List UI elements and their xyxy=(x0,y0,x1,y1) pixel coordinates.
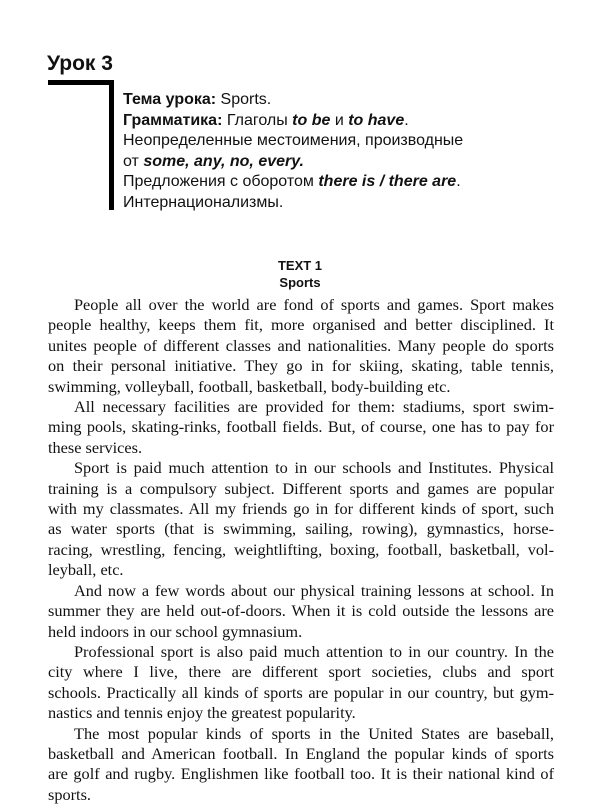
text-line: unites people of different classes and nationalities. Many people do sports xyxy=(48,335,554,355)
text-line: sports. xyxy=(48,784,91,804)
paragraph xyxy=(48,581,554,642)
text-line: training is a compulsory subject. Different sports and games are popular xyxy=(48,478,554,498)
text-line: People all over the world are fond of sports and games. Sport makes xyxy=(74,295,554,314)
topic-text: to be xyxy=(292,111,331,129)
text-line: as water sports (that is swimming, sailing, rowing), gymnastics, horse- xyxy=(48,519,554,539)
text-line: these services. xyxy=(48,437,143,457)
topic-text: Тема урока: xyxy=(123,91,221,108)
topic-text: Глаголы xyxy=(226,111,293,129)
text-line: city where I live, there are different sport societies, clubs and sport xyxy=(48,662,554,682)
text-line: held indoors in our school gymnasium. xyxy=(48,621,303,641)
topic-line xyxy=(123,90,463,111)
text-line: people healthy, keeps them fit, more organised and better disciplined. It xyxy=(48,315,554,335)
text-line: swimming, volleyball, football, basketball, body-building etc. xyxy=(48,376,451,396)
text-line: schools. Practically all kinds of sports are popular in our country, but gym- xyxy=(48,682,554,702)
text-line: Sport is paid much attention to in our schools and Institutes. Physical xyxy=(74,458,554,478)
text-line: The most popular kinds of sports in the United States are baseball, xyxy=(74,723,554,743)
topic-text: . xyxy=(456,173,461,190)
paragraph xyxy=(48,458,554,580)
paragraph xyxy=(48,642,554,724)
text-title: Sports xyxy=(279,275,321,290)
topic-text: Sports. xyxy=(220,91,272,108)
text-label: TEXT 1 xyxy=(277,258,323,273)
text-line: ming pools, skating-rinks, football fields. But, of course, one has to pay for xyxy=(48,417,554,437)
topic-text: some, any, no, every. xyxy=(143,152,304,170)
topic-line xyxy=(123,111,463,132)
topic-line xyxy=(123,172,463,193)
paragraph xyxy=(48,724,554,805)
text-body xyxy=(48,295,554,805)
topic-line xyxy=(123,131,463,152)
lesson-topics xyxy=(123,90,463,213)
topic-text: Интернационализмы. xyxy=(123,193,284,211)
text-line: All necessary facilities are provided for them: stadiums, sport swim- xyxy=(74,397,554,417)
text-line: summer they are held out-of-doors. When it is cold outside the lessons are xyxy=(48,601,554,621)
text-line: are golf and rugby. Englishmen like football too. It is their national kind of xyxy=(48,764,554,784)
topic-text: . xyxy=(404,111,409,129)
paragraph xyxy=(48,397,554,458)
topic-text: Предложения с оборотом xyxy=(123,173,319,190)
topic-text: от xyxy=(123,152,144,170)
text-line: on their personal initiative. They go in for skiing, skating, table tennis, xyxy=(48,356,554,376)
topic-text: Грамматика: xyxy=(123,111,227,129)
text-line: And now a few words about our physical training lessons at school. In xyxy=(74,580,554,600)
text-line: basketball and American football. In England the popular kinds of sports xyxy=(48,743,554,763)
topic-text: to have xyxy=(348,111,405,129)
topic-text: и xyxy=(330,111,349,129)
text-line: nastics and tennis enjoy the greatest popularity. xyxy=(48,703,356,723)
bracket-divider xyxy=(48,80,114,85)
topic-text: Неопределенные местоимения, производные xyxy=(123,132,464,149)
topic-line xyxy=(123,193,463,214)
paragraph xyxy=(48,295,554,397)
bracket-divider-vertical xyxy=(109,80,114,210)
topic-text: there is / there are xyxy=(318,173,457,190)
topic-line xyxy=(123,152,463,173)
text-line: with my classmates. All my friends go in for different kinds of sport, such xyxy=(48,499,554,519)
text-line: racing, wrestling, fencing, weightlifting, boxing, football, basketball, vol- xyxy=(48,539,554,559)
text-line: Professional sport is also paid much attention to in our country. In the xyxy=(74,641,554,661)
lesson-title: Урок 3 xyxy=(47,52,113,75)
text-line: leyball, etc. xyxy=(48,560,124,580)
